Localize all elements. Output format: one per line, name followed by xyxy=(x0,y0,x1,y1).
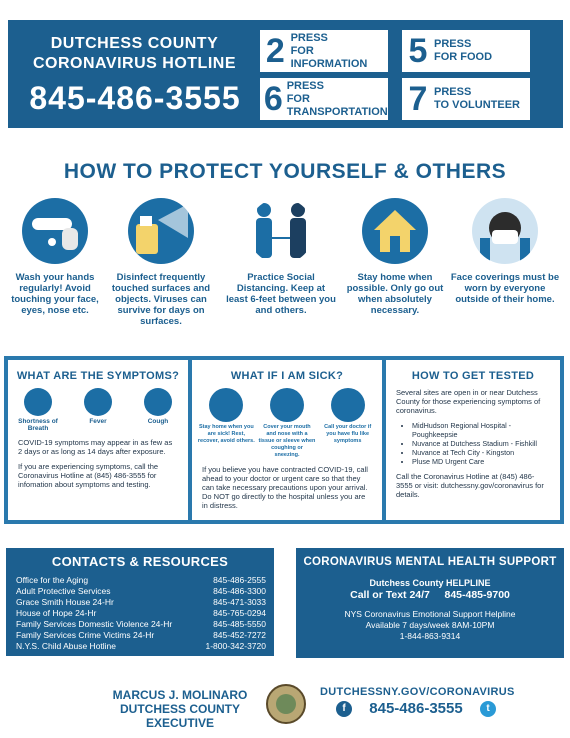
contact-row xyxy=(6,608,274,619)
tip-caption: Practice Social Distancing. Keep at least 6-feet between you and others. xyxy=(226,272,336,316)
sick-item xyxy=(197,388,255,459)
contact-phone: 845-485-5550 xyxy=(213,619,266,629)
executive-role: DUTCHESS COUNTY EXECUTIVE xyxy=(119,702,240,730)
press-number: 2 xyxy=(265,31,285,70)
symptom-label: Shortness of Breath xyxy=(18,418,58,432)
sick-label: Cover your mouth and nose with a tissue or sleeve when coughing or sneezing. xyxy=(258,424,316,458)
hotline-title-line1: DUTCHESS COUNTY xyxy=(50,35,219,52)
sick-label: Stay home when you are sick! Rest, recover, avoid others. xyxy=(197,424,255,444)
stay-home-icon xyxy=(362,198,428,264)
contact-phone: 845-486-3300 xyxy=(213,586,266,596)
handwashing-icon xyxy=(22,198,88,264)
symptom-label: Cough xyxy=(147,418,169,425)
twitter-icon[interactable]: t xyxy=(480,701,496,717)
face-mask-icon xyxy=(472,198,538,264)
phone-icon xyxy=(331,388,365,422)
testing-panel xyxy=(386,360,560,520)
call-text: Call or Text 24/7 xyxy=(350,589,430,601)
mental-health-title: CORONAVIRUS MENTAL HEALTH SUPPORT xyxy=(303,556,557,568)
hotline-phone: 845-486-3555 xyxy=(29,80,241,116)
contact-phone: 845-765-0294 xyxy=(213,608,266,618)
tip-caption: Wash your hands regularly! Avoid touching your face, eyes, nose etc. xyxy=(11,272,99,316)
contact-name: Grace Smith House 24-Hr xyxy=(16,597,114,607)
shortness-of-breath-icon xyxy=(24,388,52,416)
contact-row xyxy=(6,641,274,652)
testing-site: • MidHudson Regional Hospital - Poughkeepsie xyxy=(412,421,550,439)
helpline-label: Dutchess County HELPLINE xyxy=(369,578,491,588)
info-panels xyxy=(4,356,564,524)
contact-row xyxy=(6,597,274,608)
county-executive xyxy=(90,688,270,730)
press-label: TO VOLUNTEER xyxy=(434,99,520,111)
tip-social-distancing xyxy=(226,198,336,316)
press-option-food xyxy=(402,30,530,72)
sick-panel xyxy=(192,360,382,520)
testing-outro: Call the Coronavirus Hotline at (845) 486-3555 or visit: dutchessny.gov/coronavirus for details. xyxy=(396,472,544,499)
contact-name: House of Hope 24-Hr xyxy=(16,608,97,618)
contacts-title: CONTACTS & RESOURCES xyxy=(51,554,229,569)
press-label: FOR FOOD xyxy=(434,51,493,63)
disinfect-spray-icon xyxy=(128,198,194,264)
tip-caption: Face coverings must be worn by everyone outside of their home. xyxy=(450,272,560,305)
press-label: FOR INFORMATION xyxy=(290,44,368,70)
testing-site: • Pluse MD Urgent Care xyxy=(412,457,550,466)
press-number: 6 xyxy=(263,79,283,118)
county-seal-icon xyxy=(266,684,306,724)
press-number: 7 xyxy=(408,79,428,118)
cover-cough-icon xyxy=(270,388,304,422)
contact-phone: 845-452-7272 xyxy=(213,630,266,640)
symptoms-text: COVID-19 symptoms may appear in as few as 2 days or as long as 14 days after exposure. xyxy=(18,438,173,456)
testing-title: HOW TO GET TESTED xyxy=(411,370,535,382)
contact-name: Family Services Crime Victims 24-Hr xyxy=(16,630,155,640)
symptom-label: Fever xyxy=(89,418,107,425)
contact-phone: 845-486-2555 xyxy=(213,575,266,585)
tip-caption: Stay home when possible. Only go out when absolutely necessary. xyxy=(346,272,444,316)
sick-label: Call your doctor if you have flu like symptoms xyxy=(324,424,372,444)
sick-item xyxy=(258,388,316,459)
contact-row xyxy=(6,619,274,630)
contact-row xyxy=(6,630,274,641)
footer-phone: 845-486-3555 xyxy=(369,700,463,717)
hotline-title xyxy=(22,34,247,74)
press-label: PRESS xyxy=(290,31,328,44)
contacts-panel xyxy=(6,548,274,656)
stay-home-icon xyxy=(209,388,243,422)
nys-helpline-name: NYS Coronavirus Emotional Support Helpline xyxy=(344,609,516,619)
sick-text: If you believe you have contracted COVID-19, call ahead to your doctor or urgent care so that they can take necessary precautions upon your arrival. Do NOT go directly to the hospital unless you are in distress. xyxy=(202,465,368,510)
symptom-item xyxy=(14,388,62,432)
cough-icon xyxy=(144,388,172,416)
press-label: PRESS xyxy=(286,79,324,92)
tip-face-coverings xyxy=(450,198,560,305)
tip-handwashing xyxy=(0,198,110,316)
website-link[interactable]: DUTCHESSNY.GOV/CORONAVIRUS xyxy=(320,686,515,698)
executive-name: MARCUS J. MOLINARO xyxy=(112,688,248,702)
symptom-item xyxy=(134,388,182,432)
testing-intro: Several sites are open in or near Dutchess County for those experiencing symptoms of coronavirus. xyxy=(396,388,541,415)
contact-name: N.Y.S. Child Abuse Hotline xyxy=(16,641,117,651)
contact-name: Adult Protective Services xyxy=(16,586,111,596)
contact-name: Family Services Domestic Violence 24-Hr xyxy=(16,619,173,629)
footer-contact xyxy=(336,700,496,717)
symptoms-panel xyxy=(8,360,188,520)
hotline-title-line2: CORONAVIRUS HOTLINE xyxy=(33,55,236,72)
protect-heading: HOW TO PROTECT YOURSELF & OTHERS xyxy=(63,160,507,183)
sick-title: WHAT IF I AM SICK? xyxy=(230,370,344,382)
symptom-item xyxy=(74,388,122,432)
contact-row xyxy=(6,586,274,597)
symptoms-title: WHAT ARE THE SYMPTOMS? xyxy=(16,370,180,382)
nys-helpline-hours: Available 7 days/week 8AM-10PM xyxy=(365,620,495,630)
press-label: FOR TRANSPORTATION xyxy=(286,92,388,118)
sick-item xyxy=(319,388,377,459)
press-option-transportation xyxy=(260,78,388,120)
call-phone: 845-485-9700 xyxy=(444,589,510,601)
mental-health-panel xyxy=(296,548,564,658)
contact-phone: 845-471-3033 xyxy=(213,597,266,607)
press-option-information xyxy=(260,30,388,72)
contact-phone: 1-800-342-3720 xyxy=(205,641,266,651)
fever-icon xyxy=(84,388,112,416)
contact-name: Office for the Aging xyxy=(16,575,89,585)
testing-site: • Nuvance at Tech City - Kingston xyxy=(412,448,550,457)
nys-helpline-phone: 1-844-863-9314 xyxy=(399,631,461,641)
helpline-call xyxy=(296,589,564,601)
press-label: PRESS xyxy=(434,86,472,98)
nys-helpline xyxy=(296,609,564,642)
facebook-icon[interactable]: f xyxy=(336,701,352,717)
testing-site: • Nuvance at Dutchess Stadium - Fishkill xyxy=(412,439,550,448)
tip-stay-home xyxy=(340,198,450,316)
symptoms-text: If you are experiencing symptoms, call the Coronavirus Hotline at (845) 486-3555 for infomation about symptoms and testing. xyxy=(18,462,159,489)
tip-caption: Disinfect frequently touched surfaces and objects. Viruses can survive for days on surfaces. xyxy=(111,272,211,327)
testing-sites-list xyxy=(386,421,560,466)
press-label: PRESS xyxy=(434,38,472,50)
contact-row xyxy=(6,575,274,586)
tip-disinfect xyxy=(106,198,216,327)
hotline-banner xyxy=(8,20,563,128)
press-option-volunteer xyxy=(402,78,530,120)
press-number: 5 xyxy=(408,31,428,70)
social-distancing-icon xyxy=(248,198,314,264)
